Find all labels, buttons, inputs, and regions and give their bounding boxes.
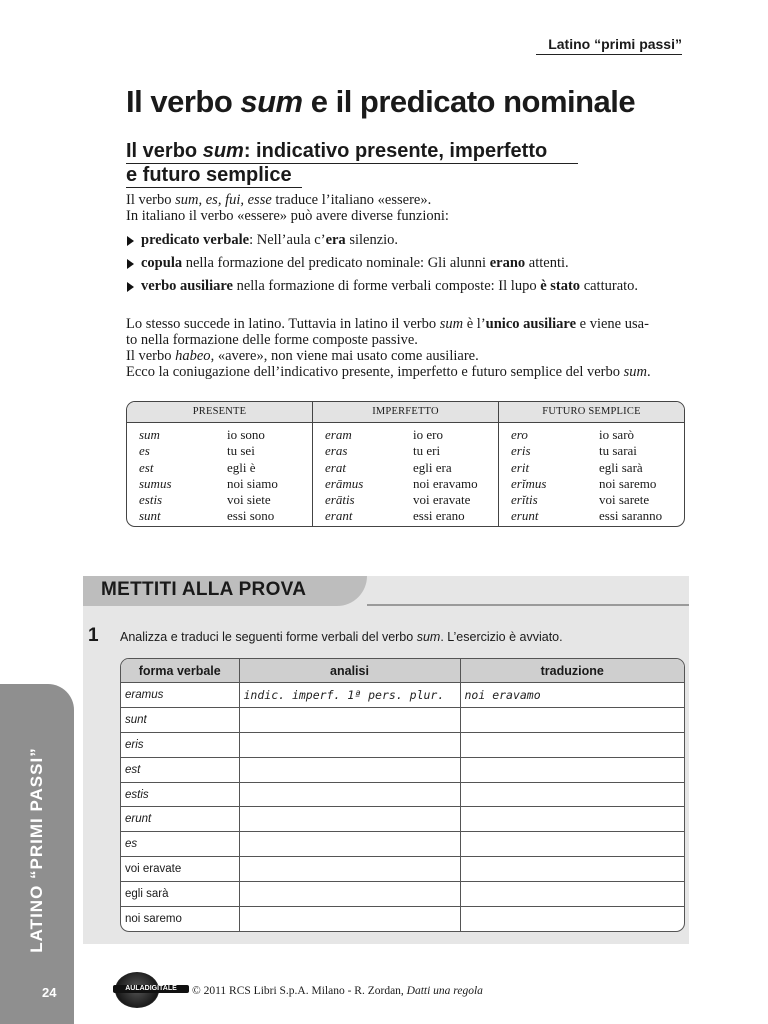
italian-translation: io sarò [599,427,635,442]
item-text: nella formazione del predicato nominale: Gli alunni [182,255,490,271]
latin-form: erāmus [325,475,364,491]
function-list [126,232,686,301]
italian-translation: tu sarai [599,443,637,459]
table-row [121,707,684,732]
latin-form: sum [139,427,160,442]
conjugation-row [325,460,498,476]
latin-form: erat [325,459,346,475]
latin-form: erātis [325,492,355,508]
para-bold: unico ausiliare [485,316,577,332]
latin-form: eris [511,443,531,459]
section-title-line2: e futuro semplice [126,164,302,188]
intro-text: Il verbo [126,192,176,208]
para-text: , «avere», non viene mai usato come ausiliare. [210,348,479,364]
column-header: FUTURO SEMPLICE [499,402,684,423]
analisi-cell[interactable] [239,757,460,782]
italian-translation: essi saranno [599,508,663,524]
copyright-footer [192,985,483,997]
analisi-cell[interactable] [239,882,460,907]
para-line: to nella formazione delle forme composte passive. [126,332,418,348]
para-line [126,364,686,380]
latin-form: estis [139,492,163,508]
conjugation-row [511,492,684,508]
latin-form: erit [511,459,530,475]
item-text: nella formazione di forme verbali composte: Il lupo [232,278,541,294]
conjugation-row [325,508,498,524]
exercise-instruction [120,630,563,644]
traduzione-cell[interactable] [460,807,684,832]
page-number: 24 [42,985,57,1000]
italian-translation: noi eravamo [413,475,478,491]
latin-form: es [139,443,150,459]
italian-translation: egli era [413,459,452,475]
table-row [121,807,684,832]
section-title-emphasis: sum [202,140,244,162]
conjugation-row [139,508,312,524]
latin-form: est [139,459,154,475]
column-header-forma: forma verbale [121,659,239,683]
analisi-cell[interactable] [239,732,460,757]
item-example-verb: erano [489,255,526,271]
column-header: IMPERFETTO [313,402,498,423]
traduzione-cell[interactable] [460,882,684,907]
conjugation-row [139,443,312,459]
item-text: catturato. [580,278,639,294]
traduzione-cell[interactable] [460,857,684,882]
intro-emphasis: sum, es, fui, esse [175,192,272,208]
item-term: copula [141,255,183,271]
item-text: silenzio. [345,232,399,248]
table-row [121,782,684,807]
exercise-table [120,658,685,932]
title-post: e il predicato nominale [302,84,636,119]
para-text: e viene usa- [576,316,649,332]
traduzione-cell[interactable]: noi eravamo [460,683,684,708]
intro-paragraph [126,192,686,224]
latin-form: ero [511,427,528,442]
para-emphasis: sum [623,364,648,380]
analisi-cell[interactable] [239,907,460,931]
conjugation-row [139,492,312,508]
latin-paragraph [126,316,686,380]
arrow-bullet-icon [127,282,134,292]
logo-label: AULADIGITALE [113,985,189,993]
item-example-verb: era [325,232,346,248]
column-header-traduzione: traduzione [460,659,684,683]
conjugation-table [126,401,685,527]
para-text: Ecco la coniugazione dell’indicativo presente, imperfetto e futuro semplice del verbo [126,364,624,380]
analisi-cell[interactable] [239,807,460,832]
latin-form: erĭtis [511,492,538,508]
table-row [121,857,684,882]
para-line [126,316,686,332]
traduzione-cell[interactable] [460,832,684,857]
conjugation-row [511,476,684,492]
item-text: attenti. [525,255,569,271]
list-item [126,255,686,271]
analisi-cell[interactable] [239,857,460,882]
italian-translation: essi erano [413,508,465,524]
title-emphasis: sum [240,84,303,119]
section-title-line1 [126,140,578,164]
para-emphasis: habeo [175,348,211,364]
conjugation-row [325,476,498,492]
item-example-verb: è stato [540,278,581,294]
table-row [121,907,684,931]
para-text: Lo stesso succede in latino. Tuttavia in latino il verbo [126,316,440,332]
instruction-emphasis: sum [416,630,441,644]
conjugation-row [139,476,312,492]
forma-cell: es [121,832,239,857]
traduzione-cell[interactable] [460,707,684,732]
forma-cell: sunt [121,707,239,732]
analisi-cell[interactable] [239,832,460,857]
table-row [121,832,684,857]
item-text: : Nell’aula c’ [249,232,326,248]
conjugation-row [325,427,498,443]
forma-cell: erunt [121,807,239,832]
exercise-heading: METTITI ALLA PROVA [101,579,307,600]
table-row [121,882,684,907]
traduzione-cell[interactable] [460,757,684,782]
intro-line-1 [126,192,686,208]
intro-text: traduce l’italiano «essere». [271,192,432,208]
italian-translation: egli sarà [599,459,643,475]
arrow-bullet-icon [127,259,134,269]
latin-form: erunt [511,508,539,524]
item-term: predicato verbale [141,232,250,248]
italian-translation: tu eri [413,443,441,459]
italian-translation: noi saremo [599,475,657,491]
conjugation-row [511,427,684,443]
para-text: . [647,364,651,380]
para-text: Il verbo [126,348,176,364]
section-title [126,140,578,188]
italian-translation: noi siamo [227,475,278,491]
forma-cell: voi eravate [121,857,239,882]
italian-translation: voi sarete [599,492,650,508]
latin-form: sunt [139,508,161,524]
table-row [121,732,684,757]
page-title [126,84,635,120]
conjugation-row [139,427,312,443]
column-header-analisi: analisi [239,659,460,683]
para-text: è l’ [463,316,486,332]
latin-form: erĭmus [511,475,547,491]
latin-form: eram [325,427,352,442]
forma-cell: egli sarà [121,882,239,907]
table-row [121,683,684,708]
exercise-number: 1 [88,625,99,646]
italian-translation: voi siete [227,492,271,508]
arrow-bullet-icon [127,236,134,246]
conjugation-row [511,508,684,524]
italian-translation: io sono [227,427,265,442]
list-item [126,278,686,294]
conjugation-column-presente [127,402,313,526]
title-pre: Il verbo [126,84,241,119]
item-term: verbo ausiliare [141,278,233,294]
forma-cell: estis [121,782,239,807]
latin-form: eras [325,443,348,459]
italian-translation: tu sei [227,443,255,459]
forma-cell: eris [121,732,239,757]
analisi-cell[interactable] [239,707,460,732]
traduzione-cell[interactable] [460,732,684,757]
forma-cell: noi saremo [121,907,239,931]
para-emphasis: sum [439,316,464,332]
instruction-text: . L’esercizio è avviato. [440,630,563,644]
latin-form: erant [325,508,353,524]
traduzione-cell[interactable] [460,782,684,807]
conjugation-row [511,460,684,476]
tab-underline [367,604,689,606]
italian-translation: essi sono [227,508,275,524]
italian-translation: egli è [227,459,256,475]
analisi-cell[interactable]: indic. imperf. 1ª pers. plur. [239,683,460,708]
intro-line-2: In italiano il verbo «essere» può avere diverse funzioni: [126,208,449,224]
traduzione-cell[interactable] [460,907,684,931]
conjugation-row [139,460,312,476]
analisi-cell[interactable] [239,782,460,807]
series-tag: Latino “primi passi” [536,36,682,55]
forma-cell: est [121,757,239,782]
latin-form: sumus [139,475,172,491]
conjugation-column-futuro [499,402,684,526]
conjugation-column-imperfetto [313,402,499,526]
section-title-pre: Il verbo [126,140,203,162]
conjugation-row [325,443,498,459]
para-line [126,348,686,364]
book-title: Datti una regola [406,985,483,997]
italian-translation: io ero [413,427,443,442]
copyright-text: © 2011 RCS Libri S.p.A. Milano - R. Zordan, [192,985,407,997]
instruction-text: Analizza e traduci le seguenti forme verbali del verbo [120,630,417,644]
list-item [126,232,686,248]
side-label: LATINO “PRIMI PASSI” [27,747,46,953]
forma-cell: eramus [121,683,239,708]
section-title-post: : indicativo presente, imperfetto [243,140,548,162]
conjugation-row [511,443,684,459]
column-header: PRESENTE [127,402,312,423]
conjugation-row [325,492,498,508]
italian-translation: voi eravate [413,492,471,508]
table-row [121,757,684,782]
